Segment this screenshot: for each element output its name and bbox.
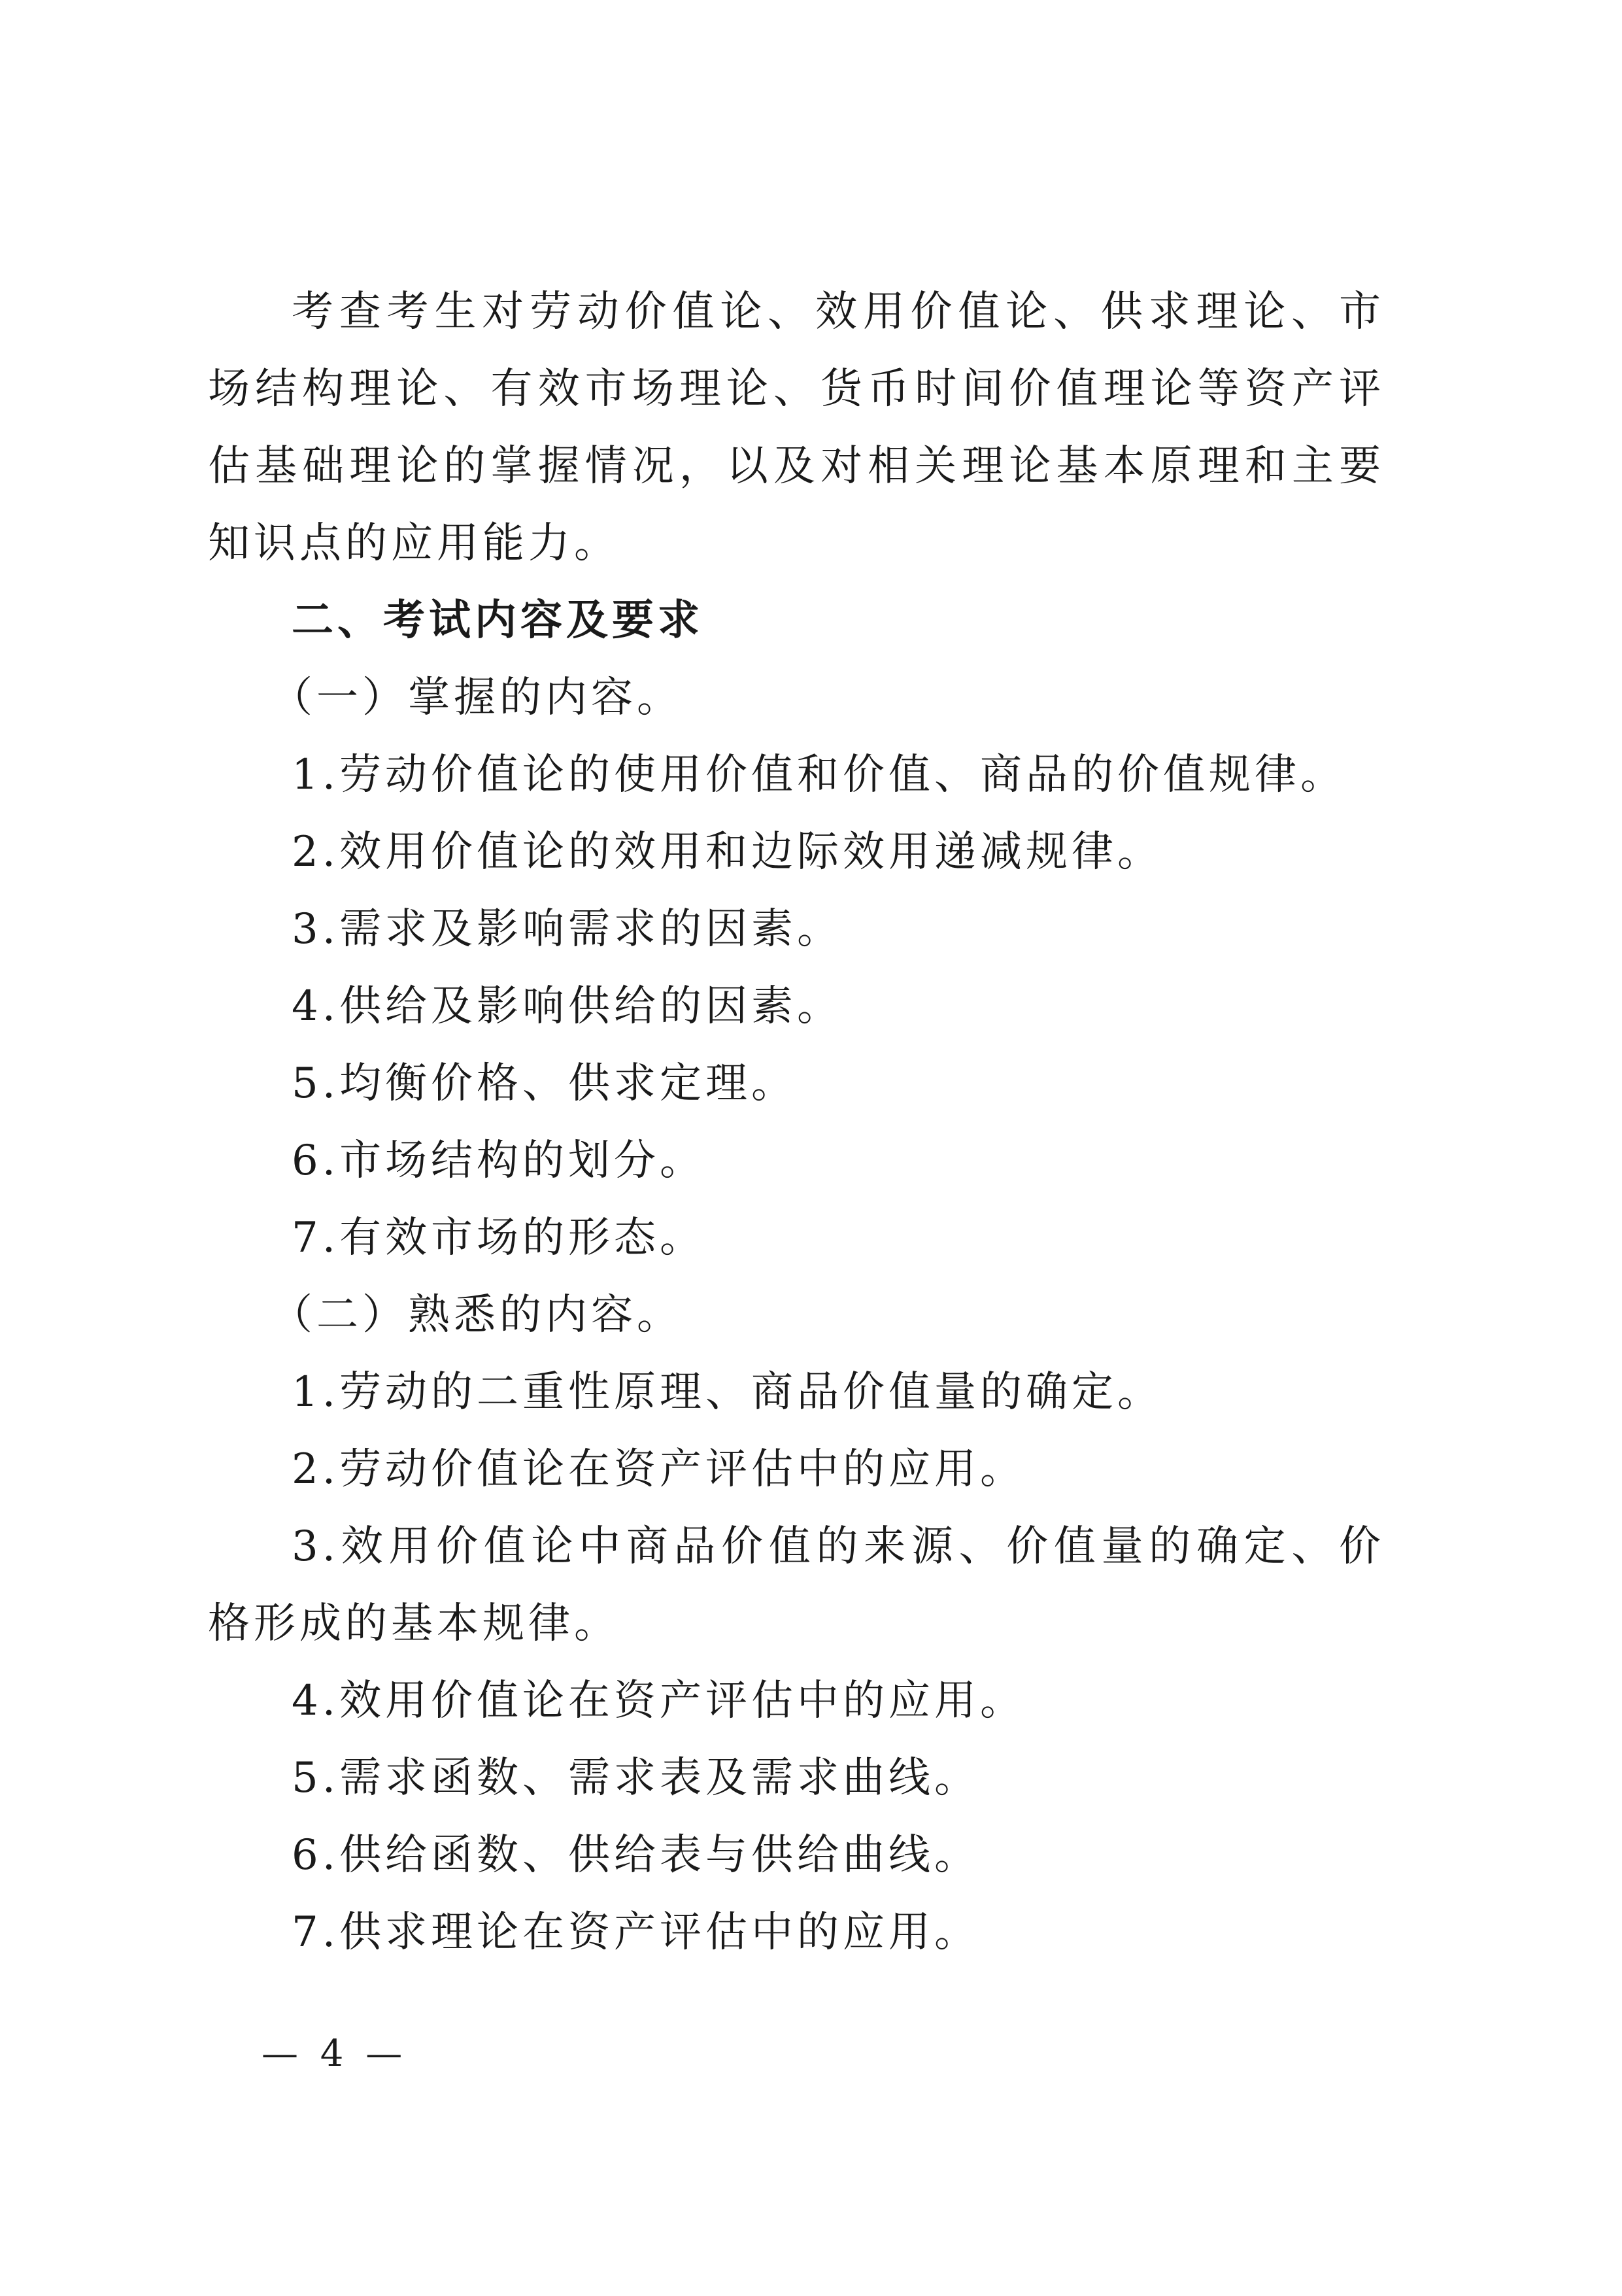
part-two-item: 3.效用价值论中商品价值的来源、价值量的确定、价格形成的基本规律。 <box>208 1522 1385 1648</box>
part-one-item: 7.有效市场的形态。 <box>292 1214 706 1262</box>
part-one-item: 5.均衡价格、供求定理。 <box>292 1059 798 1108</box>
part-two-item: 5.需求函数、需求表及需求曲线。 <box>292 1754 981 1802</box>
part-two-item: 6.供给函数、供给表与供给曲线。 <box>292 1831 981 1879</box>
intro-paragraph: 考查考生对劳动价值论、效用价值论、供求理论、市场结构理论、有效市场理论、货币时间价值理论等资产评估基础理论的掌握情况，以及对相关理论基本原理和主要知识点的应用能力。 <box>208 288 1385 568</box>
part-two-item: 4.效用价值论在资产评估中的应用。 <box>292 1677 1026 1725</box>
section-two-title: 二、考试内容及要求 <box>292 596 703 645</box>
part-one-item: 1.劳动价值论的使用价值和价值、商品的价值规律。 <box>292 751 1347 799</box>
page-content <box>208 273 1385 1971</box>
part-two-item: 2.劳动价值论在资产评估中的应用。 <box>292 1445 1026 1494</box>
part-one-item: 6.市场结构的划分。 <box>292 1137 706 1185</box>
part-one-item: 2.效用价值论的效用和边际效用递减规律。 <box>292 828 1164 876</box>
page-number: — 4 — <box>262 2032 408 2075</box>
part-two-item: 1.劳动的二重性原理、商品价值量的确定。 <box>292 1368 1164 1416</box>
part-two-title: （二）熟悉的内容。 <box>271 1291 683 1339</box>
part-two-item: 7.供求理论在资产评估中的应用。 <box>292 1908 981 1957</box>
part-one-item: 3.需求及影响需求的因素。 <box>292 905 843 953</box>
part-one-title: （一）掌握的内容。 <box>271 674 683 722</box>
part-one-item: 4.供给及影响供给的因素。 <box>292 982 843 1031</box>
